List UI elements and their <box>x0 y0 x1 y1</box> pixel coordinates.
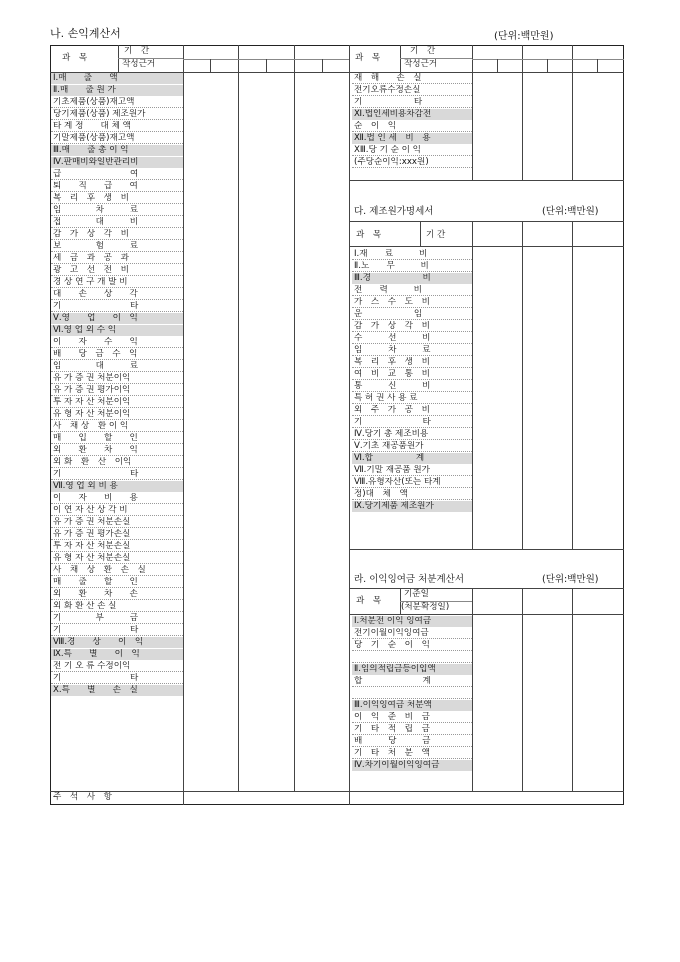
grid-line <box>294 45 295 791</box>
grid-line <box>349 614 624 615</box>
manufacturing-account-row: 임 차 료 <box>352 345 472 356</box>
income-header-basis: 작성근거 <box>122 59 156 69</box>
grid-line <box>349 221 624 222</box>
retained-earnings-row: 기 타 처 분 액 <box>352 748 472 759</box>
income-account-row: 당기제품(상품) 제조원가 <box>51 109 183 120</box>
manufacturing-account-row: 가 스 수 도 비 <box>352 297 472 308</box>
grid-line <box>497 59 498 72</box>
income-account-row: Ⅴ.영 업 이 익 <box>51 313 183 324</box>
manufacturing-account-row: 전 력 비 <box>352 285 472 296</box>
income-right-header-basis: 작성근거 <box>404 59 438 69</box>
income-account-row: Ⅸ.특 별 이 익 <box>51 649 183 660</box>
grid-line <box>472 588 473 791</box>
income-account-row: 기초제품(상품)재고액 <box>51 97 183 108</box>
grid-line <box>50 791 624 792</box>
retained-earnings-row: Ⅰ.처분전 이익 잉여금 <box>352 616 472 627</box>
income-account-row: 타 계 정 대 체 액 <box>51 121 183 132</box>
income-account-row: 이 연 자 산 상 각 비 <box>51 505 183 516</box>
manufacturing-account-row: Ⅶ.기말 재공품 원가 <box>352 465 472 476</box>
retained-earnings-row <box>352 652 472 663</box>
income-right-header-period: 기 간 <box>410 46 436 56</box>
income-statement-title: 나. 손익계산서 <box>50 27 121 40</box>
manufacturing-account-row: 외 주 가 공 비 <box>352 405 472 416</box>
retained-earnings-row <box>352 688 472 699</box>
manufacturing-unit: (단위:백만원) <box>542 206 599 217</box>
manufacturing-account-row: 통 신 비 <box>352 381 472 392</box>
retained-header-basis-date: 기준일 <box>404 589 429 599</box>
income-account-row: Ⅲ.매 출 총 이 익 <box>51 145 183 156</box>
retained-earnings-row: 이 익 준 비 금 <box>352 712 472 723</box>
income-account-row: 기 타 <box>51 301 183 312</box>
income-account-row: 외 환 차 손 <box>51 589 183 600</box>
grid-line <box>472 221 473 549</box>
income-account-row: 외 화 환 산 이익 <box>51 457 183 468</box>
retained-earnings-row: 기 타 적 립 금 <box>352 724 472 735</box>
grid-line <box>322 59 323 72</box>
income-account-row: 기 부 금 <box>51 613 183 624</box>
income-account-row: 보 험 료 <box>51 241 183 252</box>
income-account-row: 기 타 <box>352 97 472 108</box>
income-account-row: 급 여 <box>51 169 183 180</box>
income-account-row: (주당순이익:xxx원) <box>352 157 472 168</box>
income-account-row: 배 당 금 수 익 <box>51 349 183 360</box>
income-account-row: Ⅺ.법인세비용차감전 <box>352 109 472 120</box>
retained-earnings-row: 당 기 순 이 익 <box>352 640 472 651</box>
grid-line <box>183 45 184 805</box>
retained-header-item: 과 목 <box>356 596 382 606</box>
grid-line <box>472 59 624 60</box>
income-account-row: Ⅱ.매 출 원 가 <box>51 85 183 96</box>
retained-earnings-unit: (단위:백만원) <box>542 574 599 585</box>
manufacturing-account-row: Ⅵ.합 계 <box>352 453 472 464</box>
income-right-header-item: 과 목 <box>355 53 381 63</box>
income-statement-unit: (단위:백만원) <box>494 31 554 42</box>
grid-line <box>349 588 624 589</box>
grid-line <box>118 58 183 59</box>
income-account-row: 투 자 자 산 처분손실 <box>51 541 183 552</box>
manufacturing-account-row: 여 비 교 통 비 <box>352 369 472 380</box>
income-account-row: Ⅻ.법 인 세 비 용 <box>352 133 472 144</box>
manufacturing-account-row: 복 리 후 생 비 <box>352 357 472 368</box>
manufacturing-header-period: 기 간 <box>426 230 446 240</box>
grid-line <box>266 59 267 72</box>
grid-line <box>400 58 472 59</box>
income-header-period: 기 간 <box>124 46 150 56</box>
grid-line <box>547 59 548 72</box>
income-account-row: 기 타 <box>51 673 183 684</box>
income-account-row: 유 가 증 권 평가이익 <box>51 385 183 396</box>
manufacturing-account-row: Ⅱ.노 무 비 <box>352 261 472 272</box>
income-account-row: Ⅶ.영 업 외 비 용 <box>51 481 183 492</box>
grid-line <box>572 45 573 180</box>
income-account-row: 재 해 손 실 <box>352 73 472 84</box>
income-account-row: 대 손 상 각 <box>51 289 183 300</box>
manufacturing-account-row: 정)대 체 액 <box>352 489 472 500</box>
income-account-row: Ⅹ.특 별 손 실 <box>51 685 183 696</box>
manufacturing-account-row: Ⅲ.경 비 <box>352 273 472 284</box>
grid-line <box>472 45 473 180</box>
grid-line <box>50 72 349 73</box>
grid-line <box>349 549 624 550</box>
income-account-row: 기 타 <box>51 625 183 636</box>
retained-earnings-row: Ⅱ.임의적립금등이입액 <box>352 664 472 675</box>
manufacturing-account-row: 특 허 권 사 용 료 <box>352 393 472 404</box>
grid-line <box>522 221 523 549</box>
manufacturing-account-row: 감 가 상 각 비 <box>352 321 472 332</box>
grid-line <box>522 588 523 791</box>
grid-line <box>349 45 350 805</box>
income-account-row: 임 대 료 <box>51 361 183 372</box>
income-account-row: 유 형 자 산 처분손실 <box>51 553 183 564</box>
manufacturing-account-row: Ⅰ.재 료 비 <box>352 249 472 260</box>
income-account-row: 복 리 후 생 비 <box>51 193 183 204</box>
grid-line <box>210 59 211 72</box>
income-account-row: 세 금 과 공 과 <box>51 253 183 264</box>
manufacturing-account-row: Ⅳ.당기 총 제조비용 <box>352 429 472 440</box>
income-header-item: 과 목 <box>62 53 88 63</box>
manufacturing-account-row: 운 임 <box>352 309 472 320</box>
grid-line <box>349 72 624 73</box>
income-account-row: 감 가 상 각 비 <box>51 229 183 240</box>
retained-earnings-row: Ⅲ.이익잉여금 처분액 <box>352 700 472 711</box>
income-account-row: 순 이 익 <box>352 121 472 132</box>
income-account-row: 유 가 증 권 평가손실 <box>51 529 183 540</box>
grid-line <box>238 45 239 791</box>
income-account-row: 외 화 환 산 손 실 <box>51 601 183 612</box>
retained-earnings-row: 배 당 금 <box>352 736 472 747</box>
income-account-row: ⅩⅢ.당 기 순 이 익 <box>352 145 472 156</box>
income-account-row: 경 상 연 구 개 발 비 <box>51 277 183 288</box>
income-account-row: 이 자 수 익 <box>51 337 183 348</box>
notes-label: 주 석 사 항 <box>53 792 112 802</box>
grid-line <box>349 246 624 247</box>
grid-line <box>400 601 472 602</box>
retained-earnings-title: 라. 이익잉여금 처분계산서 <box>354 574 465 585</box>
retained-earnings-row: Ⅳ.차기이월이익잉여금 <box>352 760 472 771</box>
manufacturing-title: 다. 제조원가명세서 <box>354 206 434 217</box>
grid-line <box>522 45 523 180</box>
grid-line <box>349 180 624 181</box>
manufacturing-account-row: 기 타 <box>352 417 472 428</box>
retained-earnings-row: 전기이월이익잉여금 <box>352 628 472 639</box>
grid-line <box>420 221 421 246</box>
income-account-row: 기말제품(상품)재고액 <box>51 133 183 144</box>
income-account-row: 퇴 직 급 여 <box>51 181 183 192</box>
manufacturing-account-row: 수 선 비 <box>352 333 472 344</box>
retained-header-decision-date: (처분확정일) <box>401 602 450 612</box>
manufacturing-account-row: Ⅴ.기초 재공품원가 <box>352 441 472 452</box>
income-account-row: Ⅰ.매 출 액 <box>51 73 183 84</box>
income-account-row: 유 형 자 산 처분이익 <box>51 409 183 420</box>
income-account-row: 전 기 오 류 수정이익 <box>51 661 183 672</box>
retained-earnings-row: 합 계 <box>352 676 472 687</box>
income-account-row: 전기오류수정손실 <box>352 85 472 96</box>
income-account-row: Ⅳ.판매비와일반관리비 <box>51 157 183 168</box>
income-account-row: Ⅷ.경 상 이 익 <box>51 637 183 648</box>
income-account-row: 매 출 할 인 <box>51 577 183 588</box>
income-account-row: 사 채 상 환 손 실 <box>51 565 183 576</box>
income-account-row: 광 고 선 전 비 <box>51 265 183 276</box>
income-account-row: 매 입 할 인 <box>51 433 183 444</box>
income-account-row: 이 자 비 용 <box>51 493 183 504</box>
income-account-row: 기 타 <box>51 469 183 480</box>
manufacturing-account-row: Ⅷ.유형자산(또는 타계 <box>352 477 472 488</box>
income-account-row: 임 차 료 <box>51 205 183 216</box>
income-account-row: 유 가 증 권 처분손실 <box>51 517 183 528</box>
income-account-row: 접 대 비 <box>51 217 183 228</box>
income-account-row: Ⅵ.영 업 외 수 익 <box>51 325 183 336</box>
grid-line <box>572 588 573 791</box>
income-account-row: 사 채 상 환 이 익 <box>51 421 183 432</box>
income-account-row: 외 환 차 익 <box>51 445 183 456</box>
income-account-row: 투 자 자 산 처분이익 <box>51 397 183 408</box>
grid-line <box>572 221 573 549</box>
manufacturing-account-row: Ⅸ.당기제품 제조원가 <box>352 501 472 512</box>
manufacturing-header-item: 과 목 <box>356 230 382 240</box>
grid-line <box>597 59 598 72</box>
income-account-row: 유 가 증 권 처분이익 <box>51 373 183 384</box>
